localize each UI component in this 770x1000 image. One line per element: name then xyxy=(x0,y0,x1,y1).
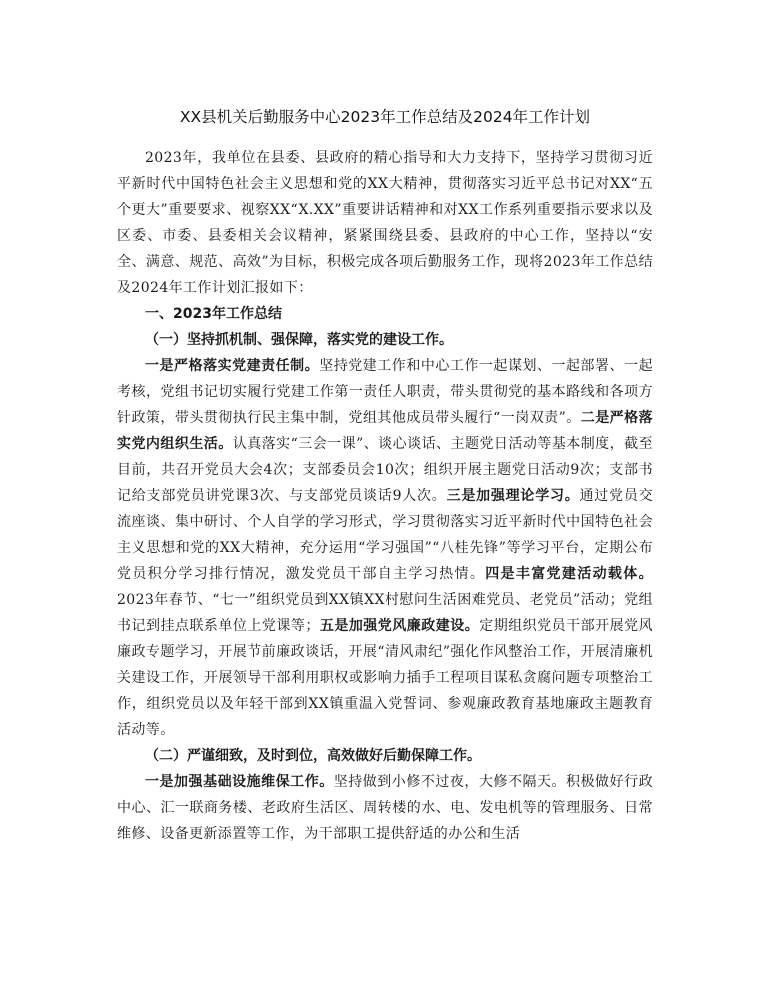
lead-phrase: 一是加强基础设施维保工作。 xyxy=(145,774,334,790)
body-text: 通过党员交流座谈、集中研讨、个人自学的学习形式，学习贯彻落实习近平新时代中国特色社会主义思想和党的XX大精神，充分运用“学习强国”“八桂先锋”等学习平台，定期公布党员积分学习排行情况，激发党员干部自主学习热情。 xyxy=(117,488,654,582)
section-heading: 一、2023年工作总结 xyxy=(145,306,282,322)
body-text: 认真落实“三会一课”、谈心谈话、主题党日活动等基本制度，截至目前，共召开党员大会4次；支部委员会10次；组织开展主题党日活动9次；支部书记给支部党员讲党课3次、与支部党员谈话9人次。 xyxy=(117,436,653,504)
body-text: 坚持做到小修不过夜，大修不隔天。积极做好行政中心、汇一联商务楼、老政府生活区、周转楼的水、电、发电机等的管理服务、日常维修、设备更新添置等工作，为干部职工提供舒适的办公和生活 xyxy=(117,774,653,842)
body-text: 定期组织党员干部开展党风廉政专题学习，开展节前廉政谈话，开展“清风肃纪”强化作风整治工作，开展清廉机关建设工作，开展领导干部利用职权或影响力插手工程项目谋私贪腐问题专项整治工作，组织党员以及年轻干部到XX镇重温入党誓词、参观廉政教育基地廉政主题教育活动等。 xyxy=(117,618,653,738)
document-title: XX县机关后勤服务中心2023年工作总结及2024年工作计划 xyxy=(179,108,591,126)
body-text: 坚持党建工作和中心工作一起谋划、一起部署、一起考核，党组书记切实履行党建工作第一责任人职责，带头贯彻党的基本路线和各项方针政策，带头贯彻执行民主集中制，党组其他成员带头履行“一岗双责”。 xyxy=(117,358,653,426)
logistics-paragraph xyxy=(117,769,653,847)
lead-phrase: 二是严格落实党内组织生活。 xyxy=(117,410,654,452)
document-body xyxy=(117,145,653,847)
lead-phrase: 三是加强理论学习。 xyxy=(446,488,580,504)
party-building-paragraph xyxy=(117,353,653,743)
lead-phrase: 一是严格落实党建责任制。 xyxy=(145,358,320,374)
lead-phrase: 四是丰富党建活动载体。 xyxy=(485,566,653,582)
intro-paragraph: 2023年，我单位在县委、县政府的精心指导和大力支持下，坚持学习贯彻习近平新时代中国特色社会主义思想和党的XX大精神，贯彻落实习近平总书记对XX“五个更大”重要要求、视察XX“X.XX”重要讲话精神和对XX工作系列重要指示要求以及区委、市委、县委相关会议精神，紧紧围绕县委、县政府的中心工作，坚持以“安全、满意、规范、高效”为目标，积极完成各项后勤服务工作，现将2023年工作总结及2024年工作计划汇报如下： xyxy=(117,150,653,296)
body-text: 2023年春节、“七一”组织党员到XX镇XX村慰问生活困难党员、老党员”活动；党组书记到挂点联系单位上党课等； xyxy=(117,592,653,634)
subsection-heading: （一）坚持抓机制、强保障，落实党的建设工作。 xyxy=(145,332,453,348)
subsection-heading: （二）严谨细致，及时到位，高效做好后勤保障工作。 xyxy=(145,748,481,764)
lead-phrase: 五是加强党风廉政建设。 xyxy=(319,618,480,634)
